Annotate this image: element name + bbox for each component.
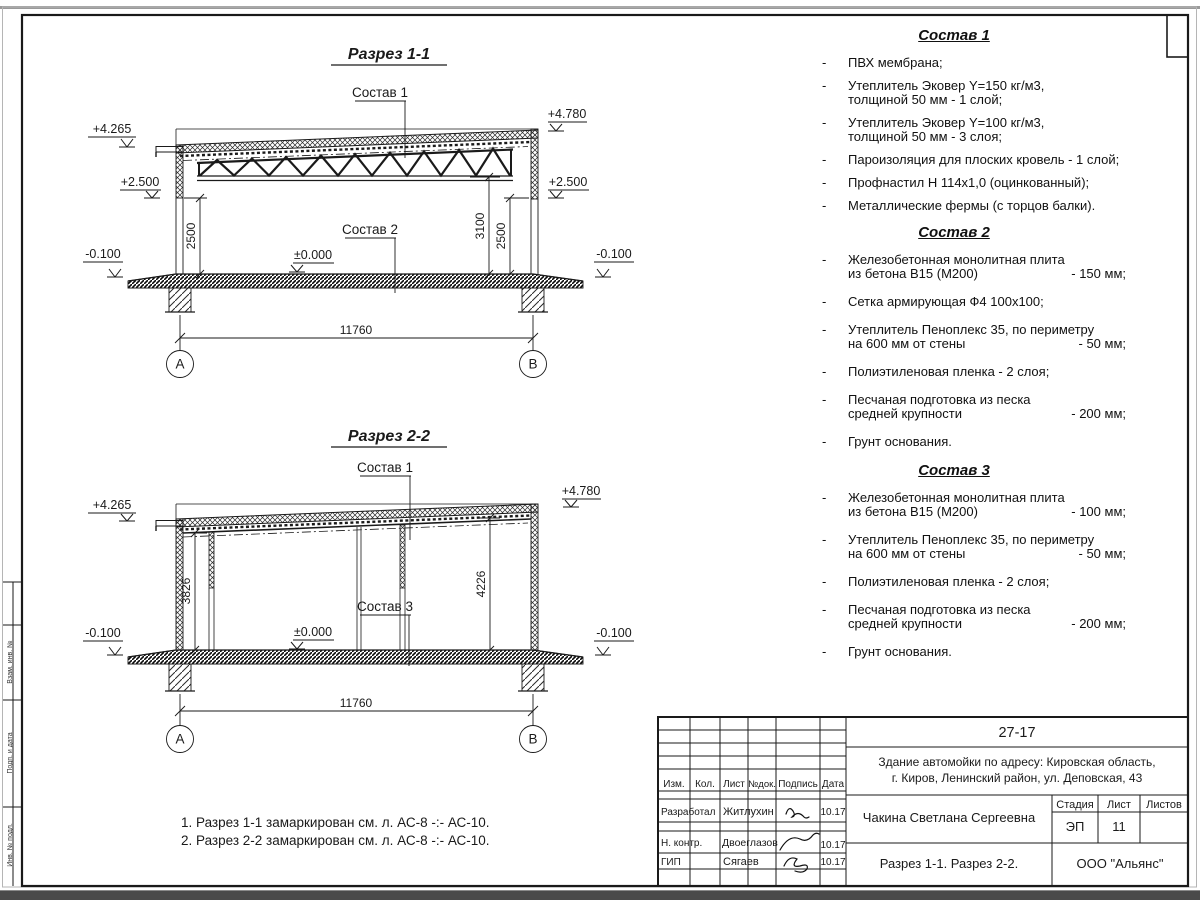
strip-label-inv: Инв. № подл. [7, 823, 14, 867]
section-2-2-title: Разрез 2-2 [347, 428, 431, 445]
tb-name-gip: Сягаев [723, 856, 759, 868]
composition-item-bullet: - [822, 55, 827, 70]
tb-sheets-label: Листов [1146, 799, 1182, 811]
composition-item-text: Песчаная подготовка из песка средней крупности - 200 мм; [848, 392, 1126, 421]
composition-item-text: Утеплитель Эковер Y=100 кг/м3, толщиной 50 мм - 3 слоя; [848, 115, 1045, 144]
dim-4226: 4226 [474, 570, 488, 598]
composition-item-text: Песчаная подготовка из песка средней крупности - 200 мм; [848, 602, 1126, 631]
tb-col-list: Лист [723, 779, 745, 790]
tb-project-line2: г. Киров, Ленинский район, ул. Деповская, 43 [891, 771, 1143, 785]
composition-item-text: Грунт основания. [848, 434, 952, 449]
elevation-4780: +4.780 [547, 107, 587, 121]
elevation-4265: +4.265 [92, 122, 132, 136]
composition-item [814, 176, 1128, 190]
sostav1-label-2: Состав 1 [357, 460, 413, 475]
composition-item [814, 603, 1128, 631]
composition-item-bullet: - [822, 252, 827, 267]
tb-date-ncontrol: 10.17 [820, 840, 846, 851]
tb-project-line1: Здание автомойки по адресу: Кировская область, [878, 755, 1156, 769]
composition-item-text: Сетка армирующая Ф4 100х100; [848, 294, 1044, 309]
composition-item-text: Металлические фермы (с торцов балки). [848, 198, 1096, 213]
tb-role-gip: ГИП [661, 857, 681, 868]
composition-item-text: Железобетонная монолитная плита из бетона В15 (М200) - 150 мм; [848, 252, 1126, 281]
dim-2500-left: 2500 [184, 222, 198, 250]
composition-item-bullet: - [822, 152, 827, 167]
right-footing [522, 288, 544, 312]
right-wall-lower [531, 199, 538, 274]
composition-panel [814, 20, 1128, 673]
composition-title: Состав 3 [918, 462, 990, 479]
composition-item-bullet: - [822, 322, 827, 337]
composition-item-bullet: - [822, 532, 827, 547]
tb-col-data: Дата [821, 779, 845, 790]
composition-item-text: Полиэтиленовая пленка - 2 слоя; [848, 364, 1050, 379]
section-2-2 [83, 428, 634, 753]
composition-item-text: Утеплитель Эковер Y=150 кг/м3, толщиной 50 мм - 1 слой; [848, 78, 1045, 107]
dim-3826: 3826 [179, 577, 193, 605]
elevation-4265-2: +4.265 [92, 498, 132, 512]
dim-span-2: 11760 [339, 696, 373, 710]
axis-letter-b-2: В [528, 731, 538, 747]
elevation-zero-2: ±0.000 [293, 625, 333, 639]
sostav3-label: Состав 3 [357, 599, 413, 614]
composition-item [814, 435, 1128, 449]
composition-item-bullet: - [822, 198, 827, 213]
axis-letter-a: А [175, 356, 185, 372]
composition-item-text: Утеплитель Пеноплекс 35, по периметру на 600 мм от стены - 50 мм; [848, 322, 1126, 351]
elevation-2500-right: +2.500 [548, 175, 588, 189]
composition-item-bullet: - [822, 78, 827, 93]
tb-col-podpis: Подпись [778, 779, 818, 790]
composition-item-bullet: - [822, 490, 827, 505]
composition-item-bullet: - [822, 574, 827, 589]
elevation-minus0100-right-2: -0.100 [596, 626, 632, 640]
composition-item-text: Утеплитель Пеноплекс 35, по периметру на 600 мм от стены - 50 мм; [848, 532, 1126, 561]
composition-item-text: Пароизоляция для плоских кровель - 1 слой; [848, 152, 1120, 167]
tb-name-ncontrol: Двоеглазов [722, 837, 778, 849]
tb-col-ndok: №док. [748, 779, 776, 790]
dim-3100: 3100 [473, 212, 487, 240]
tb-sheet-title: Разрез 1-1. Разрез 2-2. [879, 856, 1019, 871]
composition-item-bullet: - [822, 175, 827, 190]
tb-date-developer: 10.17 [820, 807, 846, 818]
notes [181, 815, 490, 848]
composition-item-bullet: - [822, 602, 827, 617]
composition-item-bullet: - [822, 115, 827, 130]
composition-item [814, 56, 1128, 70]
interior-post-left [209, 532, 214, 588]
composition-item [814, 393, 1128, 421]
axis-letter-a-2: А [175, 731, 185, 747]
elevation-minus0100-left: -0.100 [85, 247, 121, 261]
left-footing [169, 288, 191, 312]
composition-item [814, 575, 1128, 589]
interior-partition-middle [357, 527, 361, 650]
left-footing-2 [169, 664, 191, 691]
left-strip-labels [7, 640, 14, 866]
tb-sheet-label: Лист [1107, 799, 1131, 811]
composition-item [814, 365, 1128, 379]
signature-developer [786, 809, 809, 818]
note-2: 2. Разрез 2-2 замаркирован см. л. АС-8 -:- АС-10. [181, 833, 490, 848]
section-1-1-linework [128, 129, 583, 312]
tb-role-developer: Разработал [661, 807, 716, 818]
section-2-2-vertical-dims [184, 514, 500, 654]
sostav1-label: Состав 1 [352, 85, 408, 100]
composition-title: Состав 2 [918, 224, 990, 241]
composition-item-bullet: - [822, 294, 827, 309]
tb-company: ООО "Альянс" [1076, 856, 1164, 871]
composition-item-bullet: - [822, 434, 827, 449]
elevation-minus0100-right: -0.100 [596, 247, 632, 261]
tb-col-kol: Кол. [695, 779, 715, 790]
strip-label-vzam: Взам. инв. № [7, 640, 14, 684]
composition-item-text: Профнастил Н 114х1,0 (оцинкованный); [848, 175, 1090, 190]
composition-title: Состав 1 [918, 27, 990, 44]
section-1-1-leaders [345, 101, 406, 293]
section-1-1-title: Разрез 1-1 [347, 46, 431, 63]
tb-name-developer: Житлухин [723, 806, 774, 818]
composition-item-text: Железобетонная монолитная плита из бетона В15 (М200) - 100 мм; [848, 490, 1126, 519]
right-footing-2 [522, 664, 544, 691]
tb-stage-value: ЭП [1065, 819, 1085, 834]
right-wall-upper [531, 129, 538, 199]
right-wall-2 [531, 504, 538, 650]
tb-sheet-value: 11 [1112, 819, 1126, 834]
tb-date-gip: 10.17 [820, 857, 846, 868]
tb-col-izm: Изм. [663, 779, 685, 790]
dim-span: 11760 [339, 323, 373, 337]
composition-item [814, 295, 1128, 309]
composition-item-text: Грунт основания. [848, 644, 952, 659]
composition-item [814, 253, 1128, 281]
elevation-zero: ±0.000 [293, 248, 333, 262]
tb-stage-label: Стадия [1056, 799, 1094, 811]
floor-slab [128, 274, 583, 288]
strip-label-podp: Подп. и дата [7, 732, 14, 774]
composition-item [814, 533, 1128, 561]
tb-role-ncontrol: Н. контр. [661, 838, 703, 849]
composition-item-text: ПВХ мембрана; [848, 55, 943, 70]
section-1-1 [83, 46, 634, 378]
dim-2500-right: 2500 [494, 222, 508, 250]
composition-item-text: Полиэтиленовая пленка - 2 слоя; [848, 574, 1050, 589]
composition-item [814, 153, 1128, 167]
composition-item [814, 323, 1128, 351]
left-wall-lower [176, 198, 183, 274]
elevation-2500-left: +2.500 [120, 175, 160, 189]
composition-item-bullet: - [822, 392, 827, 407]
axis-letter-b: В [528, 356, 538, 372]
note-1: 1. Разрез 1-1 замаркирован см. л. АС-8 -:- АС-10. [181, 815, 490, 830]
composition-item [814, 491, 1128, 519]
truss-bottom-chord [197, 176, 513, 181]
left-wall-upper [176, 145, 183, 198]
composition-item-bullet: - [822, 644, 827, 659]
title-block [658, 717, 1188, 886]
floor-slab-2 [128, 650, 583, 664]
composition-item [814, 199, 1128, 213]
interior-post-right [400, 525, 405, 588]
composition-item-bullet: - [822, 364, 827, 379]
tb-doc-number: 27-17 [998, 725, 1036, 741]
signature-ncontrol [780, 833, 819, 850]
composition-item [814, 116, 1128, 144]
elevation-4780-2: +4.780 [561, 484, 601, 498]
tb-author: Чакина Светлана Сергеевна [862, 810, 1036, 825]
composition-item [814, 79, 1128, 107]
elevation-minus0100-left-2: -0.100 [85, 626, 121, 640]
composition-item [814, 645, 1128, 659]
sostav2-label: Состав 2 [342, 222, 398, 237]
signature-gip [784, 858, 807, 872]
signatures [780, 809, 819, 873]
corner-docnumber-box [1167, 15, 1188, 57]
